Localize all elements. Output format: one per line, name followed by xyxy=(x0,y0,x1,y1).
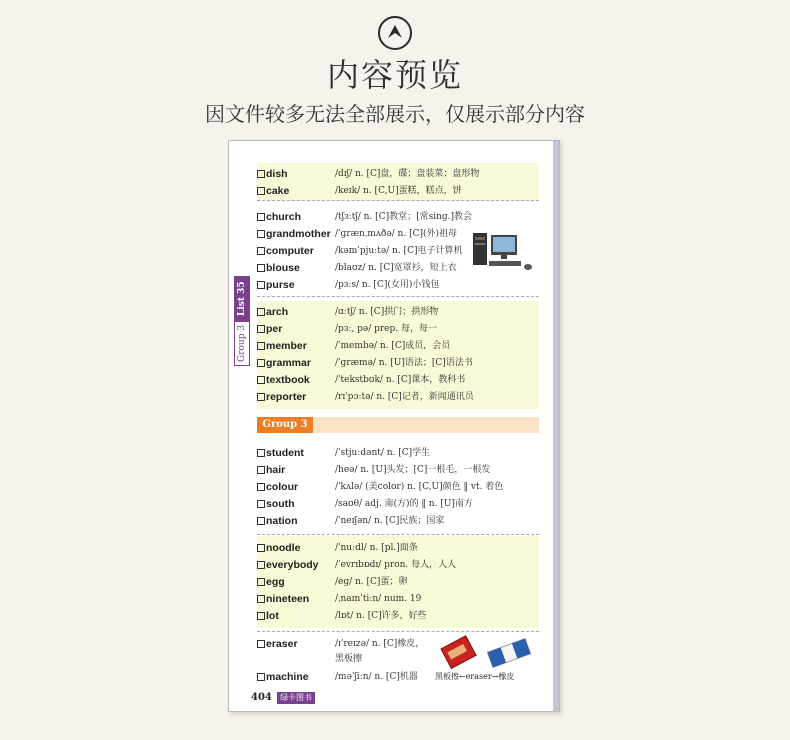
section-0 xyxy=(257,163,539,201)
entry-definition: /ˈɡrænˌmʌðə/ n. [C](外)祖母 xyxy=(335,229,458,239)
entry-word: everybody xyxy=(257,557,319,574)
entry-definition: /ˈmembə/ n. [C]成员，会员 xyxy=(335,341,451,351)
section-4 xyxy=(257,536,539,628)
list-item xyxy=(257,608,539,625)
eraser-caption: 黑板擦←eraser→橡皮 xyxy=(435,672,515,681)
page-footer xyxy=(251,692,541,706)
entry-word: eraser xyxy=(257,636,298,653)
entry-word: student xyxy=(257,445,304,462)
entry-definition: /ˈstjuːdənt/ n. [C]学生 xyxy=(335,448,431,458)
side-tab-group: Group 3 xyxy=(234,321,250,366)
entry-word: machine xyxy=(257,669,309,686)
entry-word: member xyxy=(257,338,307,355)
list-item xyxy=(257,183,539,200)
entry-definition: /ɪˈreɪzə/ n. [C]橡皮， xyxy=(335,639,425,649)
list-item xyxy=(257,372,539,389)
eraser-illustration xyxy=(439,633,539,671)
list-item xyxy=(257,304,539,321)
list-item xyxy=(257,355,539,372)
entry-word: egg xyxy=(257,574,285,591)
section-3 xyxy=(257,443,539,535)
group-header xyxy=(257,417,539,433)
list-item xyxy=(257,574,539,591)
entry-definition: /rɪˈpɔːtə/ n. [C]记者，新闻通讯员 xyxy=(335,392,474,402)
entry-word: purse xyxy=(257,277,295,294)
entry-definition: /pɜːs/ n. [C](女用)小钱包 xyxy=(335,280,440,290)
entry-word: noodle xyxy=(257,540,300,557)
entry-definition: /eɡ/ n. [C]蛋；卵 xyxy=(335,577,408,587)
list-item xyxy=(257,321,539,338)
entry-word: dish xyxy=(257,166,288,183)
entry-definition: /ˈevrɪbɒdɪ/ pron. 每人，人人 xyxy=(335,560,457,570)
computer-illustration xyxy=(473,231,537,277)
list-item xyxy=(257,166,539,183)
list-item xyxy=(257,479,539,496)
list-item xyxy=(257,591,539,608)
entry-definition: /lɒt/ n. [C]许多，好些 xyxy=(335,611,427,621)
entry-word: lot xyxy=(257,608,279,625)
entry-word: nineteen xyxy=(257,591,309,608)
entry-word: grammar xyxy=(257,355,311,372)
scroll-up-icon[interactable] xyxy=(378,16,412,50)
list-item xyxy=(257,209,539,226)
entry-word: cake xyxy=(257,183,289,200)
entry-word: per xyxy=(257,321,282,338)
list-item xyxy=(257,277,539,294)
entry-word: nation xyxy=(257,513,298,530)
brand-label: 绿卡图书 xyxy=(277,692,315,704)
entry-definition: /kəmˈpjuːtə/ n. [C]电子计算机 xyxy=(335,246,463,256)
entry-definition: /ˌnaɪnˈtiːn/ num. 19 xyxy=(335,594,422,604)
side-tab xyxy=(234,276,250,361)
entry-word: hair xyxy=(257,462,285,479)
vocabulary-page-preview xyxy=(228,140,560,712)
list-item xyxy=(257,513,539,530)
entry-word: computer xyxy=(257,243,314,260)
page-title: 内容预览 xyxy=(326,56,463,94)
page-edge xyxy=(553,141,559,711)
page-number: 404 xyxy=(251,692,272,703)
section-2 xyxy=(257,301,539,409)
list-item xyxy=(257,557,539,574)
side-tab-list: List 35 xyxy=(234,276,250,321)
list-item xyxy=(257,540,539,557)
entry-word: textbook xyxy=(257,372,310,389)
entry-definition: /ˈtekstbʊk/ n. [C]课本，教科书 xyxy=(335,375,466,385)
entry-definition: /dɪʃ/ n. [C]盘，碟；盘装菜；盘形物 xyxy=(335,169,480,179)
entry-definition: /məˈʃiːn/ n. [C]机器 xyxy=(335,672,418,682)
entry-word: colour xyxy=(257,479,298,496)
entry-definition: /keɪk/ n. [C,U]蛋糕，糕点，饼 xyxy=(335,186,462,196)
entry-word: reporter xyxy=(257,389,306,406)
page-subtitle: 因文件较多无法全部展示，仅展示部分内容 xyxy=(205,102,585,126)
entry-word: south xyxy=(257,496,295,513)
entry-definition-continued: 黑板擦 xyxy=(335,654,363,664)
list-item xyxy=(257,445,539,462)
entry-definition: /ˈɡræmə/ n. [U]语法；[C]语法书 xyxy=(335,358,473,368)
entry-definition: /pɜː, pə/ prep. 每，每一 xyxy=(335,324,437,334)
list-item xyxy=(257,338,539,355)
entry-definition: /ɑːtʃ/ n. [C]拱门；拱形物 xyxy=(335,307,439,317)
list-item xyxy=(257,462,539,479)
group-label: Group 3 xyxy=(257,417,313,433)
entry-definition: /ˈneɪʃən/ n. [C]民族；国家 xyxy=(335,516,445,526)
entry-definition: /saʊθ/ adj. 南(方)的 ‖ n. [U]南方 xyxy=(335,499,473,509)
entry-word: arch xyxy=(257,304,288,321)
entry-definition: /blaʊz/ n. [C]宽罩衫，短上衣 xyxy=(335,263,457,273)
list-item xyxy=(257,389,539,406)
entry-word: church xyxy=(257,209,301,226)
entry-definition: /heə/ n. [U]头发；[C]一根毛，一根发 xyxy=(335,465,491,475)
list-item xyxy=(257,496,539,513)
entry-word: blouse xyxy=(257,260,300,277)
entry-definition: /tʃɜːtʃ/ n. [C]教堂；[常sing.]教会 xyxy=(335,212,473,222)
entry-definition: /ˈkʌlə/ (美color) n. [C,U]颜色 ‖ vt. 着色 xyxy=(335,482,504,492)
entry-word: grandmother xyxy=(257,226,331,243)
entry-definition: /ˈnuːdl/ n. [pl.]面条 xyxy=(335,543,418,553)
